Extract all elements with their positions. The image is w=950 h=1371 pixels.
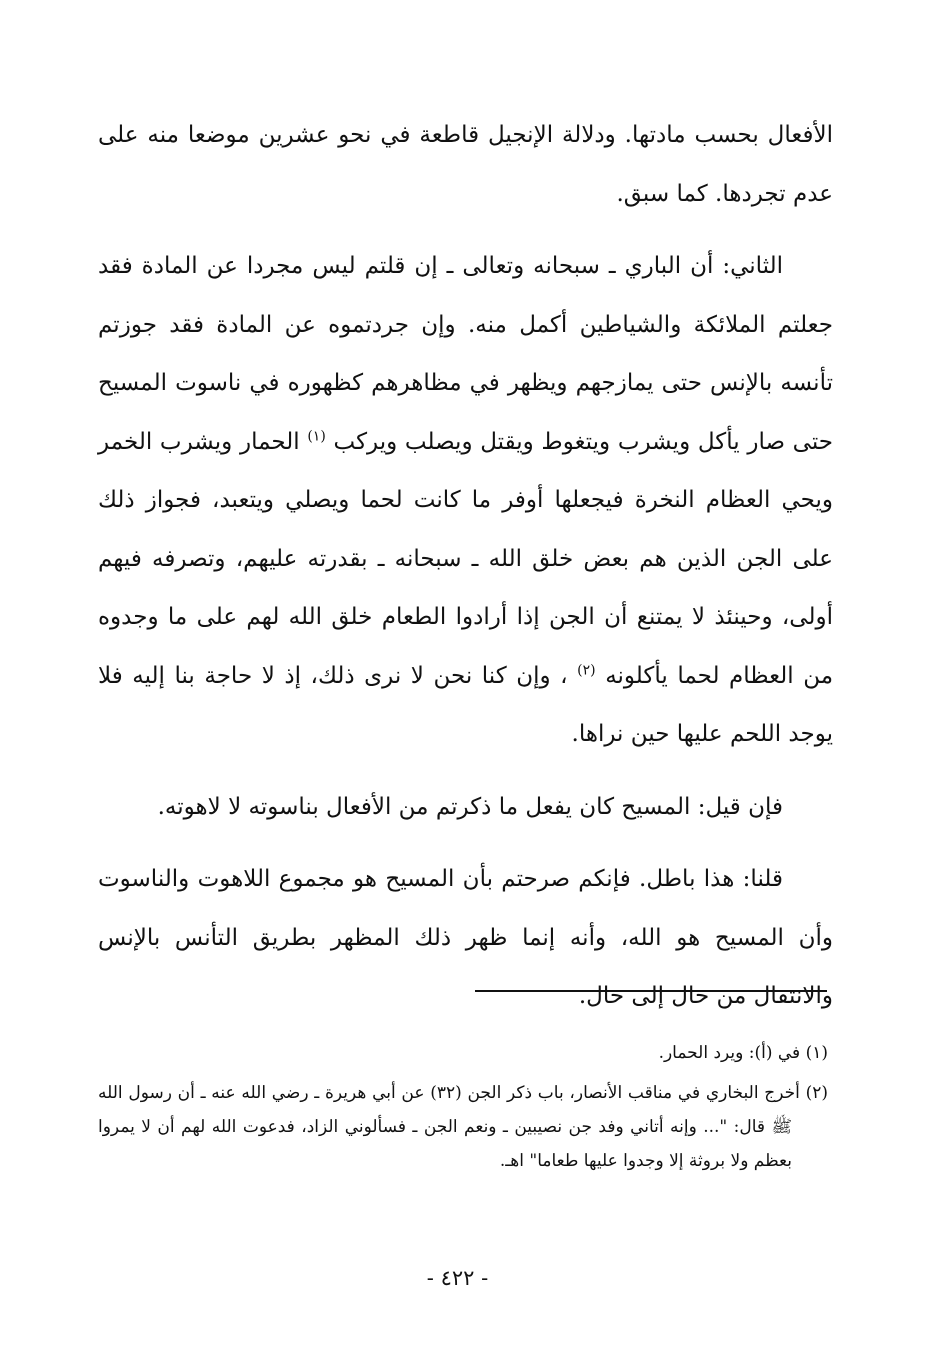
footnote-ref-1[interactable]: (١) [307, 427, 326, 444]
footnote-ref-2[interactable]: (٢) [577, 661, 596, 678]
footnotes [98, 1036, 828, 1178]
paragraph-text: ، وإن كنا نحن لا نرى ذلك، إذ لا حاجة بنا إليه فلا يوجد اللحم عليها حين نراها. [98, 662, 833, 747]
paragraph-reply [98, 850, 833, 1026]
paragraph-text: الأفعال بحسب مادتها. ودلالة الإنجيل قاطعة في نحو عشرين موضعا منه على عدم تجردها. كما سبق. [98, 122, 833, 207]
paragraph-text: قلنا: هذا باطل. فإنكم صرحتم بأن المسيح هو مجموع اللاهوت والناسوت وأن المسيح هو الله، وأنه إنما ظهر ذلك المظهر بطريق التأنس بالإنس والانتقال من حال إلى حال. [98, 866, 833, 1009]
paragraph-text: فإن قيل: المسيح كان يفعل ما ذكرتم من الأفعال بناسوته لا لاهوته. [157, 793, 783, 820]
paragraph-text: الثاني: أن الباري ـ سبحانه وتعالى ـ إن قلتم ليس مجردا عن المادة فقد جعلتم الملائكة والشياطين أكمل منه. وإن جردتموه عن المادة فقد جوزتم تأنسه بالإنس حتى يمازجهم ويظهر في مظاهرهم كظهوره في ناسوت المسيح حتى صار يأكل ويشرب ويتغوط ويقتل ويصلب ويركب [98, 253, 833, 455]
page-number: - ٤٢٢ - [426, 1266, 489, 1290]
main-text [98, 106, 833, 1026]
footnote-1: (١) في (أ): ويرد الحمار. [658, 1043, 828, 1063]
paragraph-second-argument [98, 237, 833, 764]
paragraph-objection [98, 778, 833, 837]
paragraph-text: الحمار ويشرب الخمر ويحي العظام النخرة فيجعلها أوفر ما كانت لحما ويصلي ويتعبد، فجواز ذلك على الجن الذين هم بعض خلق الله ـ سبحانه ـ بقدرته عليهم، وتصرفه فيهم أولى، وحينئذ لا يمتنع أن الجن إذا أرادوا الطعام خلق الله لهم على ما وجدوه من العظام لحما يأكلونه [98, 428, 834, 689]
footnote-separator [475, 990, 827, 992]
footnote-2: (٢) أخرج البخاري في مناقب الأنصار، باب ذكر الجن (٣٢) عن أبي هريرة ـ رضي الله عنه ـ أن رسول الله ﷺ قال: "... وإنه أتاني وفد جن نصيبين ـ ونعم الجن ـ فسألوني الزاد، فدعوت الله لهم أن لا يمروا بعظم ولا بروثة إلا وجدوا عليها طعاما" اهـ. [98, 1083, 828, 1171]
paragraph-continuation [98, 106, 833, 223]
